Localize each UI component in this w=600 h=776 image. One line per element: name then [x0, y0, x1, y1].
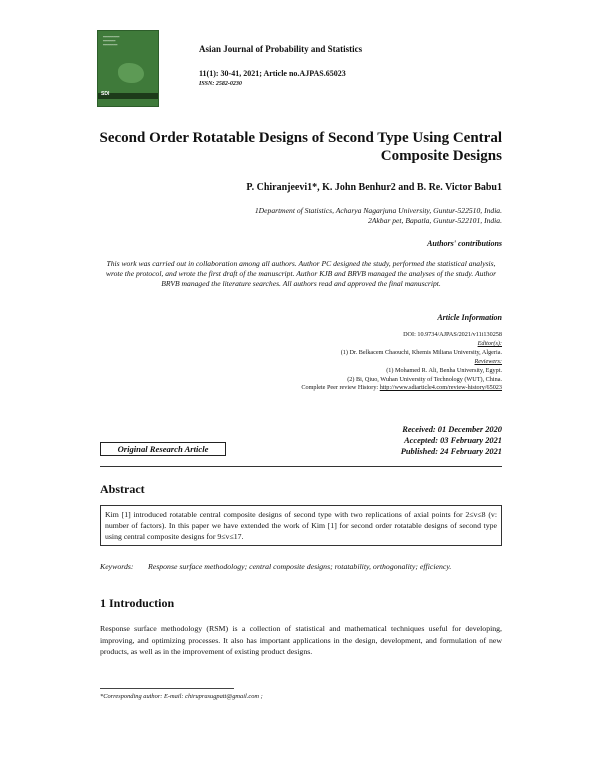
introduction-text: Response surface methodology (RSM) is a collection of statistical and mathematical techniques useful for developing, improving, and optimizing processes. It also has important applications in the design, development, and formulation of new products, as well as in the improvement of existing product designs. [100, 624, 502, 657]
paper-title-line1: Second Order Rotatable Designs of Second Type Using Central [99, 130, 502, 146]
editors-label: Editor(s): [477, 339, 502, 347]
keywords-text: Response surface methodology; central composite designs; rotatability, orthogonality; efficiency. [148, 562, 452, 571]
section-divider [100, 466, 502, 467]
received-date: Received: 01 December 2020 [402, 425, 502, 434]
publication-dates [401, 424, 502, 457]
paper-title-line2: Composite Designs [380, 148, 502, 164]
accepted-date: Accepted: 03 February 2021 [404, 436, 502, 445]
editor-1: (1) Dr. Belkacem Chaouchi, Khemis Miliana University, Algeria. [340, 348, 502, 356]
footnote-divider [100, 688, 234, 689]
paper-title [82, 129, 502, 165]
article-type-badge: Original Research Article [100, 442, 226, 456]
cover-text: ━━━━━━━━ ━━━━━━ ━━━━━━━ [103, 35, 120, 47]
history-link[interactable]: http://www.sdiarticle4.com/review-history/65023 [379, 384, 502, 392]
reviewers-label: Reviewers: [474, 357, 502, 365]
cover-publisher-label: SDI [101, 91, 110, 97]
introduction-heading: 1 Introduction [100, 596, 175, 610]
affiliation-1: 1Department of Statistics, Acharya Nagarjuna University, Guntur-522510, India. [254, 206, 502, 215]
peer-review-history [301, 384, 502, 393]
article-info-heading: Article Information [437, 313, 502, 322]
cover-graphic [118, 63, 144, 83]
history-label: Complete Peer review History: [301, 384, 379, 392]
journal-cover-image [97, 30, 159, 107]
affiliation-2: 2Akbar pet, Bapatla, Guntur-522101, India. [368, 215, 502, 225]
reviewer-1: (1) Mohamed R. Ali, Benha University, Egypt. [386, 366, 502, 374]
contributions-text: This work was carried out in collaboration among all authors. Author PC designed the study, performed the statistical analysis, wrote the protocol, and wrote the first draft of the manuscript. Author KJB and BRVB managed the analyses of the study. Author BRVB managed the literature searches. All authors read and approved the final manuscript. [105, 259, 497, 288]
article-info-block [301, 331, 502, 393]
corresponding-author-footnote: *Corresponding author: E-mail: chiruprasugpatt@gmail.com ; [100, 693, 263, 700]
abstract-text: Kim [1] introduced rotatable central composite designs of second type with two replications of axial points for 2≤v≤8 (v: number of factors). In this paper we have extended the work of Kim [1] for second order rotatable designs of second type using central composite designs for 9≤v≤17. [100, 505, 502, 546]
keywords-label: Keywords: [100, 562, 134, 571]
journal-name: Asian Journal of Probability and Statistics [199, 44, 363, 54]
journal-issn: ISSN: 2582-0230 [199, 81, 242, 87]
contributions-heading: Authors' contributions [427, 239, 502, 248]
journal-volume-line: 11(1): 30-41, 2021; Article no.AJPAS.65023 [199, 69, 346, 78]
published-date: Published: 24 February 2021 [400, 447, 502, 456]
author-list: P. Chiranjeevi1*, K. John Benhur2 and B. Re. Victor Babu1 [246, 182, 502, 193]
doi-line: DOI: 10.9734/AJPAS/2021/v11i130258 [403, 331, 502, 338]
reviewer-2: (2) Bi, Qiuo, Wuhan University of Technology (WUT), China. [347, 375, 502, 383]
abstract-heading: Abstract [100, 482, 145, 496]
affiliations [255, 206, 502, 225]
